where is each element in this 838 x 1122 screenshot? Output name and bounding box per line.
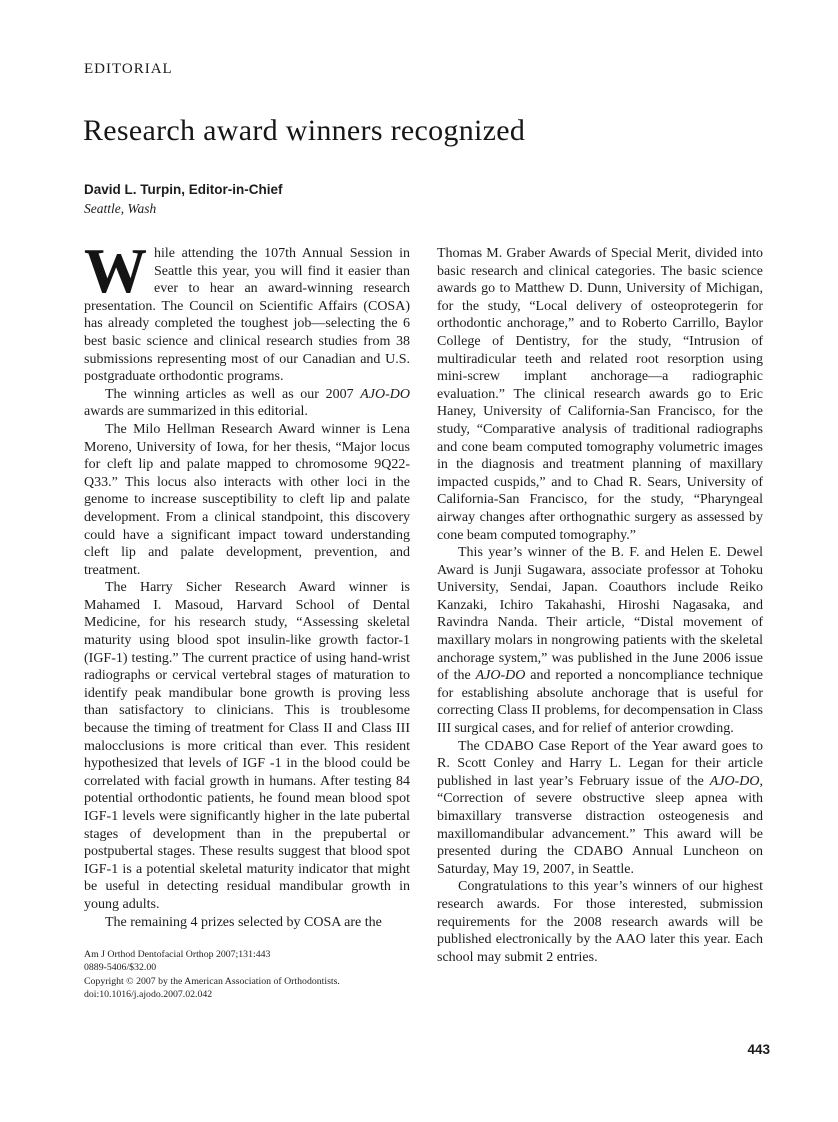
footnote-doi: doi:10.1016/j.ajodo.2007.02.042 (84, 989, 213, 1001)
paragraph-harry-sicher-award: The Harry Sicher Research Award winner is Mahamed I. Masoud, Harvard School of Dental Medicine, for his research study, “Assessing skeletal maturity using blood spot insulin-like growth factor-1 (IGF-1) testing.” The current practice of using hand-wrist radiographs or cervical vertebral stages of maturation to identify peak mandibular bone growth is proving less than satisfactory to clinicians. This is troublesome because the timing of treatment for Class II and Class III malocclusions is more critical than ever. This resident hypothesized that levels of IGF -1 in the blood could be correlated with facial growth in humans. After testing 84 potential orthodontic patients, he found mean blood spot IGF-1 levels were significantly higher in the late pubertal stages of development than in the prepubertal or postpubertal stages. These results suggest that blood spot IGF-1 is a potential skeletal maturity indicator that might be useful in detecting residual mandibular growth in young adults. (84, 580, 410, 912)
paragraph-winning-articles: The winning articles as well as our 2007 AJO-DO awards are summarized in this editorial. (84, 386, 410, 420)
article-body (84, 236, 763, 1002)
footnote-journal-citation: Am J Orthod Dentofacial Orthop 2007;131:443 (84, 948, 271, 960)
dropcap-letter: W (84, 236, 147, 306)
citation-footnote (84, 948, 410, 1002)
paragraph-dewel-award: This year’s winner of the B. F. and Helen E. Dewel Award is Junji Sugawara, associate professor at Tohoku University, Sendai, Japan. Coauthors include Reiko Kanzaki, Ichiro Takahashi, Hiroshi Nagasaka, and Ravindra Nanda. Their article, “Distal movement of maxillary molars in nongrowing patients with the skeletal anchorage system,” was published in the June 2006 issue of the AJO-DO and reported a noncompliance technique for establishing absolute anchorage that is useful for correcting Class II problems, for decompensation in Class III surgical cases, and for relief of anterior crowding. (437, 545, 763, 737)
footnote-copyright: Copyright © 2007 by the American Association of Orthodontists. (84, 975, 340, 987)
paragraph-graber-awards: Thomas M. Graber Awards of Special Merit, divided into basic research and clinical categories. The basic science awards go to Matthew D. Dunn, University of Michigan, for the study, “Local delivery of osteoprotegerin for orthodontic anchorage,” and to Roberto Carrillo, Baylor College of Dentistry, for the study, “Intrusion of multiradicular teeth and related root resorption using mini-screw implant anchorage—a radiographic evaluation.” The clinical research awards go to Eric Haney, University of California-San Francisco, for the study, “Comparative analysis of traditional radiographs and cone beam computed tomography volumetric images in the diagnosis and treatment planning of maxillary impacted cuspids,” and to Chad R. Sears, University of California-San Francisco, for the study, “Pharyngeal airway changes after orthognathic surgery as assessed by cone beam computed tomography.” (437, 246, 763, 543)
page-number: 443 (747, 1042, 770, 1057)
paragraph-cdabo-award: The CDABO Case Report of the Year award goes to R. Scott Conley and Harry L. Legan for their article published in last year’s February issue of the AJO-DO, “Correction of severe obstructive sleep apnea with bimaxillary transverse distraction osteogenesis and maxillomandibular advancement.” This award will be presented during the CDABO Annual Luncheon on Saturday, May 19, 2007, in Seattle. (437, 738, 763, 877)
opening-paragraph-text: hile attending the 107th Annual Session in Seattle this year, you will find it easier than ever to hear an award-winning research presentation. The Council on Scientific Affairs (COSA) has already completed the toughest job—selecting the 6 best basic science and clinical research studies from 38 submissions representing most of our Canadian and U.S. postgraduate orthodontic programs. (84, 246, 410, 385)
author-location: Seattle, Wash (84, 201, 157, 216)
left-column (84, 236, 410, 1002)
opening-paragraph (84, 236, 410, 386)
paragraph-congratulations: Congratulations to this year’s winners of our highest research awards. For those interested, submission requirements for the 2008 research awards will be published electronically by the AAO later this year. Each school may submit 2 entries. (437, 879, 763, 965)
section-kicker: EDITORIAL (84, 61, 173, 77)
paragraph-remaining-prizes: The remaining 4 prizes selected by COSA are the (105, 914, 382, 930)
author-byline: David L. Turpin, Editor-in-Chief (84, 182, 283, 197)
article-title: Research award winners recognized (83, 114, 526, 147)
footnote-issn-price: 0889-5406/$32.00 (84, 962, 157, 974)
paragraph-milo-hellman-award: The Milo Hellman Research Award winner is Lena Moreno, University of Iowa, for her thesis, “Major locus for cleft lip and palate mapped to chromosome 9Q22-Q33.” This locus also interacts with other loci in the genome to increase susceptibility to cleft lip and palate development. From a clinical standpoint, this discovery could have a significant impact toward understanding cleft lip and palate development, prevention, and treatment. (84, 421, 410, 578)
right-column (437, 245, 763, 1002)
